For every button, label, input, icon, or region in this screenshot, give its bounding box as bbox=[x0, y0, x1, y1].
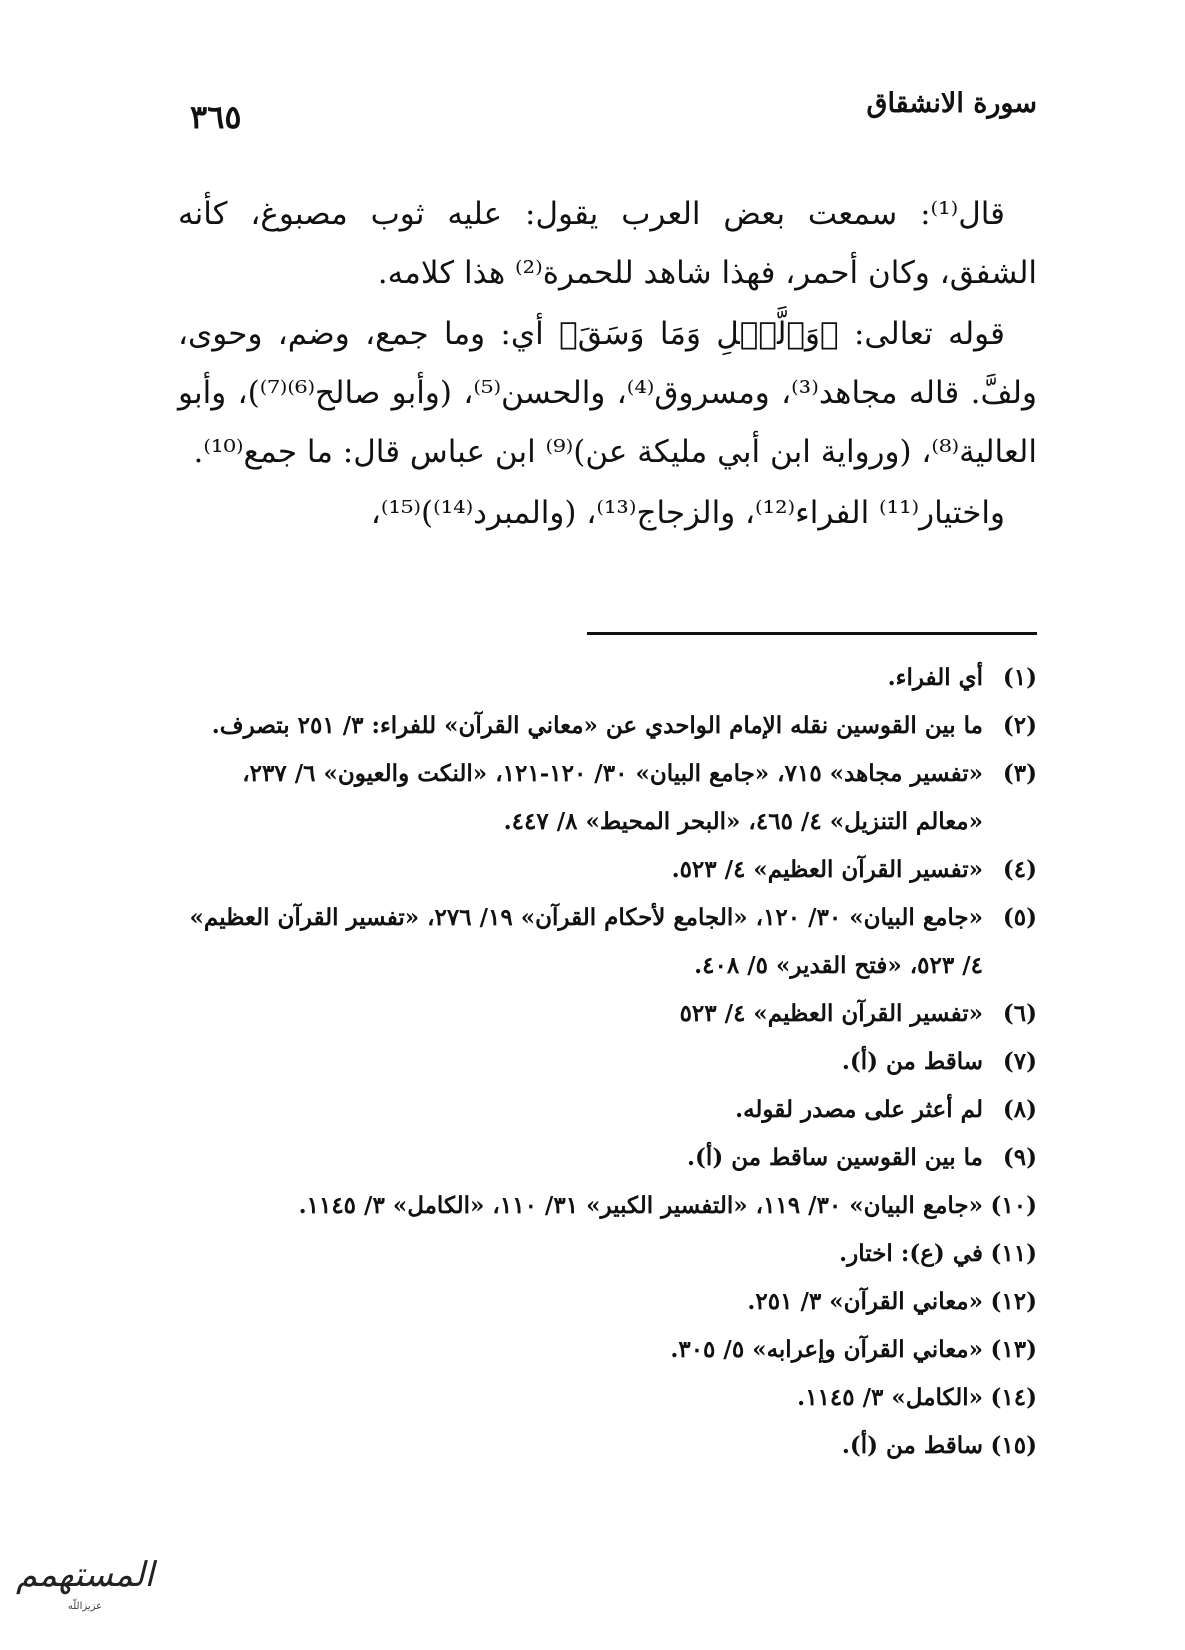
logo-subtext: عزيزاللّه bbox=[67, 1601, 103, 1612]
footnote-text: «تفسير القرآن العظيم» ٤/ ٥٢٣ bbox=[679, 1000, 983, 1027]
surah-title: سورة الانشقاق bbox=[866, 88, 1037, 119]
footnote-divider bbox=[587, 632, 1037, 635]
footnote-number: (٢) bbox=[1002, 712, 1037, 739]
footnote-number: (٦) bbox=[1002, 1000, 1037, 1027]
footnote-14 bbox=[178, 1374, 1037, 1422]
footnote-text: ساقط من (أ). bbox=[841, 1048, 983, 1075]
logo-calligraphy: المستهمم bbox=[15, 1555, 154, 1595]
paragraph-1: قال⁽¹⁾: سمعت بعض العرب يقول: عليه ثوب مصبوغ، كأنه الشفق، وكان أحمر، فهذا شاهد للحمرة⁽²⁾ هذا كلامه. bbox=[178, 196, 1037, 291]
footnote-text: «معاني القرآن» ٣/ ٢٥١. bbox=[747, 1288, 983, 1315]
footnote-text: «معاني القرآن وإعرابه» ٥/ ٣٠٥. bbox=[670, 1336, 983, 1363]
paragraph-3: واختيار⁽¹¹⁾ الفراء⁽¹²⁾، والزجاج⁽¹³⁾، (والمبرد⁽¹⁴⁾)⁽¹⁵⁾، bbox=[370, 495, 1005, 531]
footnote-4 bbox=[178, 846, 1037, 894]
footnote-text: ما بين القوسين ساقط من (أ). bbox=[687, 1144, 983, 1171]
footnote-number: (١٤) bbox=[990, 1384, 1037, 1411]
footnote-5 bbox=[178, 894, 1037, 990]
footnote-number: (١) bbox=[1002, 664, 1037, 691]
footnote-text: ساقط من (أ). bbox=[841, 1432, 983, 1459]
paragraph-2: قوله تعالى: ﴿وَٱلَّيۡلِ وَمَا وَسَقَ﴾ أي: وما جمع، وضم، وحوى، ولفَّ. قاله مجاهد⁽³⁾، ومسروق⁽⁴⁾، والحسن⁽⁵⁾، (وأبو صالح⁽⁶⁾⁽⁷⁾)، وأبو العالية⁽⁸⁾، (ورواية ابن أبي مليكة عن)⁽⁹⁾ ابن عباس قال: ما جمع⁽¹⁰⁾. bbox=[178, 316, 1037, 470]
footnote-number: (١٠) bbox=[990, 1192, 1037, 1219]
footnote-2 bbox=[178, 702, 1037, 750]
footnote-text: «تفسير القرآن العظيم» ٤/ ٥٢٣. bbox=[671, 856, 983, 883]
footnote-number: (٨) bbox=[1002, 1096, 1037, 1123]
footnote-text: أي الفراء. bbox=[887, 664, 983, 691]
footnote-text: «تفسير مجاهد» ٧١٥، «جامع البيان» ٣٠/ ١٢٠-١٢١، «النكت والعيون» ٦/ ٢٣٧، «معالم التنزيل» ٤/ ٤٦٥، «البحر المحيط» ٨/ ٤٤٧. bbox=[242, 760, 983, 835]
footnote-15 bbox=[178, 1422, 1037, 1470]
main-text bbox=[178, 185, 1037, 545]
footnote-12 bbox=[178, 1278, 1037, 1326]
footnote-text: ما بين القوسين نقله الإمام الواحدي عن «معاني القرآن» للفراء: ٣/ ٢٥١ بتصرف. bbox=[211, 712, 983, 739]
footnote-9 bbox=[178, 1134, 1037, 1182]
footnote-number: (١٢) bbox=[990, 1288, 1037, 1315]
footnote-7 bbox=[178, 1038, 1037, 1086]
footnote-number: (٩) bbox=[1002, 1144, 1037, 1171]
footnote-number: (٧) bbox=[1002, 1048, 1037, 1075]
footnote-8 bbox=[178, 1086, 1037, 1134]
footnote-13 bbox=[178, 1326, 1037, 1374]
footnote-11 bbox=[178, 1230, 1037, 1278]
footnote-text: «جامع البيان» ٣٠/ ١١٩، «التفسير الكبير» ٣١/ ١١٠، «الكامل» ٣/ ١١٤٥. bbox=[298, 1192, 983, 1219]
footnote-text: «جامع البيان» ٣٠/ ١٢٠، «الجامع لأحكام القرآن» ١٩/ ٢٧٦، «تفسير القرآن العظيم» ٤/ ٥٢٣، «فتح القدير» ٥/ ٤٠٨. bbox=[189, 904, 983, 979]
watermark-logo bbox=[10, 1555, 160, 1625]
footnote-number: (١٥) bbox=[990, 1432, 1037, 1459]
page-number: ٣٦٥ bbox=[190, 98, 242, 136]
footnote-number: (١١) bbox=[990, 1240, 1037, 1267]
footnote-3 bbox=[178, 750, 1037, 846]
footnote-number: (١٣) bbox=[990, 1336, 1037, 1363]
footnote-number: (٥) bbox=[1002, 904, 1037, 931]
footnote-6 bbox=[178, 990, 1037, 1038]
footnote-number: (٣) bbox=[1002, 760, 1037, 787]
footnote-10 bbox=[178, 1182, 1037, 1230]
footnote-number: (٤) bbox=[1002, 856, 1037, 883]
footnote-text: في (ع): اختار. bbox=[839, 1240, 983, 1267]
footnote-text: لم أعثر على مصدر لقوله. bbox=[735, 1096, 983, 1123]
footnotes bbox=[178, 654, 1037, 1470]
footnote-1 bbox=[178, 654, 1037, 702]
footnote-text: «الكامل» ٣/ ١١٤٥. bbox=[797, 1384, 983, 1411]
